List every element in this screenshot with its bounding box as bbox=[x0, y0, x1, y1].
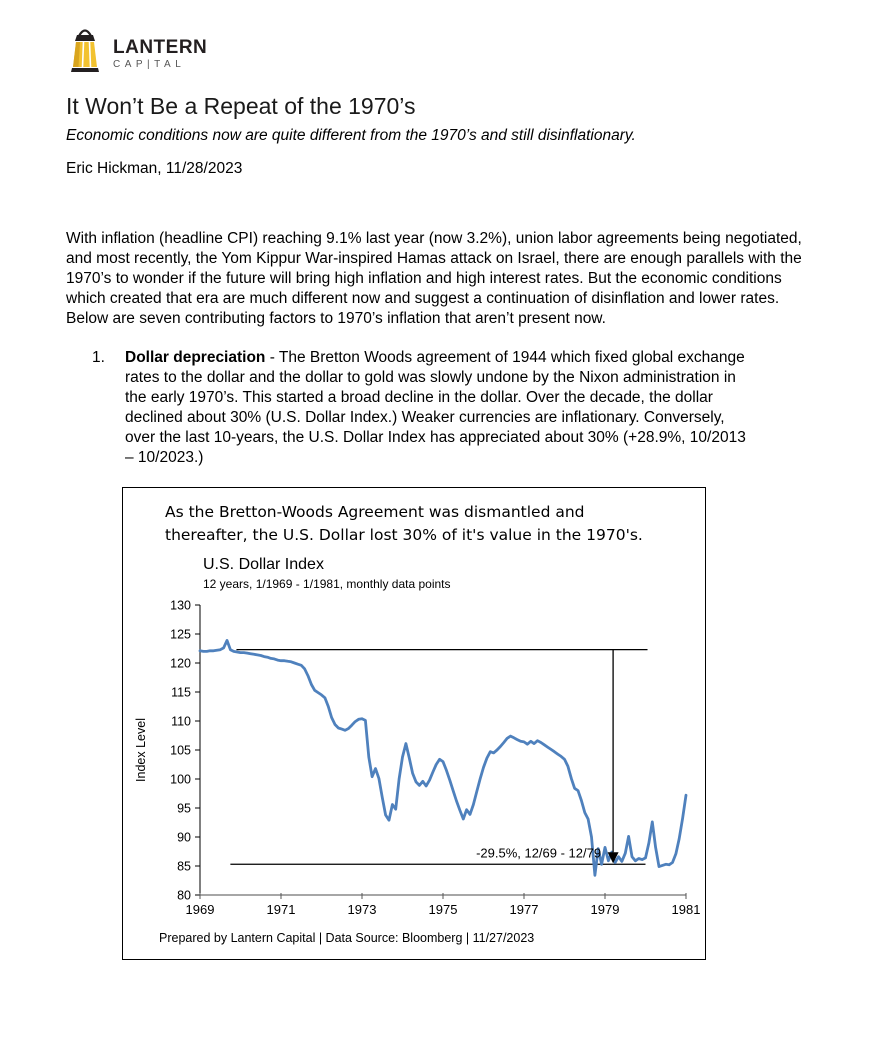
svg-text:-29.5%, 12/69 - 12/79: -29.5%, 12/69 - 12/79 bbox=[476, 845, 602, 861]
svg-text:1975: 1975 bbox=[428, 902, 458, 917]
logo-word: LANTERN bbox=[113, 37, 208, 58]
lantern-icon bbox=[66, 29, 104, 80]
svg-text:80: 80 bbox=[177, 888, 191, 903]
chart-headline-line-1: As the Bretton-Woods Agreement was dismantled and bbox=[165, 503, 585, 521]
svg-text:120: 120 bbox=[170, 656, 191, 671]
intro-paragraph: With inflation (headline CPI) reaching 9.1% last year (now 3.2%), union labor agreements being negotiated, and most recently, the Yom Kippur War-inspired Hamas attack on Israel, there are enough parallels with the 1970’s to wonder if the future will bring high inflation and high interest rates. But the economic conditions which created that era are much different now and suggest a continuation of disinflation and lower rates. Below are seven contributing factors to 1970’s inflation that aren’t present now. bbox=[66, 230, 802, 327]
chart-panel bbox=[122, 487, 706, 960]
svg-text:105: 105 bbox=[170, 743, 191, 758]
svg-text:1977: 1977 bbox=[509, 902, 539, 917]
page-subtitle: Economic conditions now are quite different from the 1970’s and still disinflationary. bbox=[66, 127, 636, 144]
chart-title: U.S. Dollar Index bbox=[203, 556, 324, 573]
svg-text:1973: 1973 bbox=[347, 902, 377, 917]
list-item bbox=[66, 348, 814, 468]
svg-text:100: 100 bbox=[170, 772, 191, 787]
chart-footer: Prepared by Lantern Capital | Data Source: Bloomberg | 11/27/2023 bbox=[159, 931, 535, 945]
list-item-body: - The Bretton Woods agreement of 1944 which fixed global exchange rates to the dollar and the dollar to gold was slowly undone by the Nixon administration in the early 1970’s. This started a broad decline in the dollar. Over the decade, the dollar declined about 30% (U.S. Dollar Index.) Weaker currencies are inflationary. Conversely, over the last 10-years, the U.S. Dollar Index has appreciated about 30% (+28.9%, 10/2013 – 10/2023.) bbox=[125, 349, 746, 466]
svg-text:1971: 1971 bbox=[266, 902, 296, 917]
page-title: It Won’t Be a Repeat of the 1970’s bbox=[66, 93, 416, 119]
svg-text:85: 85 bbox=[177, 859, 191, 874]
svg-text:125: 125 bbox=[170, 627, 191, 642]
author-byline: Eric Hickman, 11/28/2023 bbox=[66, 160, 243, 177]
list-item-text bbox=[125, 348, 747, 468]
svg-text:90: 90 bbox=[177, 830, 191, 845]
svg-text:115: 115 bbox=[171, 685, 191, 700]
us-dollar-index-chart bbox=[123, 592, 705, 928]
document-content bbox=[66, 30, 814, 960]
list-item-lead: Dollar depreciation bbox=[125, 349, 266, 366]
chart-headline-line-2: thereafter, the U.S. Dollar lost 30% of it's value in the 1970's. bbox=[165, 526, 643, 544]
svg-text:1981: 1981 bbox=[671, 902, 701, 917]
list-item-number: 1. bbox=[92, 349, 105, 366]
chart-headline bbox=[165, 501, 705, 547]
chart-subtitle: 12 years, 1/1969 - 1/1981, monthly data points bbox=[203, 577, 451, 591]
svg-text:130: 130 bbox=[170, 598, 191, 613]
svg-text:1969: 1969 bbox=[185, 902, 215, 917]
logo-wordmark bbox=[113, 38, 207, 70]
lantern-capital-logo bbox=[66, 30, 814, 78]
svg-text:110: 110 bbox=[171, 714, 191, 729]
svg-text:Index Level: Index Level bbox=[134, 718, 148, 782]
svg-text:1979: 1979 bbox=[590, 902, 620, 917]
logo-subtext: CAP|TAL bbox=[113, 59, 186, 70]
svg-text:95: 95 bbox=[177, 801, 191, 816]
